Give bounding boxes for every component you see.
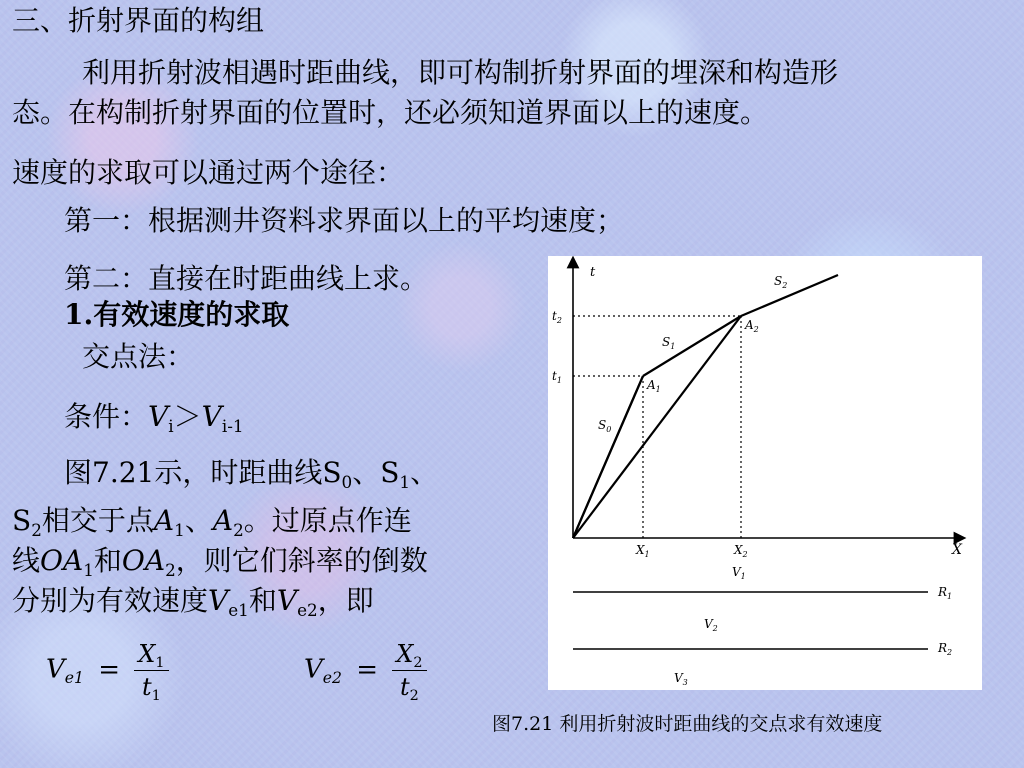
label-s2: $S_2$ (774, 274, 788, 290)
description-line-4: 分别为有效速度$V_{e1}$和$V_{e2}$，即 (12, 584, 374, 620)
condition-line (64, 400, 244, 434)
condition-v2: V (201, 400, 222, 433)
label-a1: $A_1$ (647, 378, 661, 394)
condition-label: 条件： (64, 400, 149, 433)
line-oa1 (573, 376, 643, 538)
fraction-x1-t1: $\frac{X_1}{t_1}$ (134, 640, 168, 701)
label-t2: $t_2$ (552, 309, 562, 325)
label-r2: $R_2$ (938, 641, 953, 657)
label-x-axis: X (952, 542, 962, 558)
description-line-2: $S_2$相交于点$A_1$、$A_2$。过原点作连 (12, 504, 412, 540)
fraction-x2-t2: $\frac{X_2}{t_2}$ (392, 640, 426, 701)
intro-line-2: 态。在构制折射界面的位置时，还必须知道界面以上的速度。 (12, 96, 769, 129)
condition-v: V (148, 400, 169, 433)
label-x1: $X_1$ (636, 543, 650, 559)
figure-time-distance (548, 256, 982, 690)
label-s0: $S_0$ (598, 418, 612, 434)
label-r1: $R_1$ (938, 585, 953, 601)
label-v3: $V_3$ (674, 671, 688, 687)
curve-s2 (741, 275, 838, 316)
label-t-axis: t (590, 265, 596, 280)
heading-text: .有效速度的求取 (83, 298, 290, 331)
label-a2: $A_2$ (745, 318, 759, 334)
section-heading (64, 298, 289, 332)
description-line-1: 图7.21示，时距曲线$S_0$、$S_1$、 (64, 456, 439, 492)
condition-gt: ＞ (173, 400, 202, 433)
method-one: 第一：根据测井资料求界面以上的平均速度； (64, 204, 625, 237)
description-line-3: 线$OA_1$和$OA_2$，则它们斜率的倒数 (12, 544, 428, 580)
condition-i-minus-1: i-1 (221, 415, 244, 436)
curve-s1 (643, 316, 741, 376)
label-t1: $t_1$ (552, 369, 562, 385)
figure-caption: 图7.21 利用折射波时距曲线的交点求有效速度 (492, 713, 883, 735)
formula-ve2: $V_{e2}$ = $\frac{X_2}{t_2}$ (304, 640, 427, 701)
label-x2: $X_2$ (734, 543, 748, 559)
label-s1: $S_1$ (662, 335, 676, 351)
label-v1: $V_1$ (732, 565, 746, 581)
time-distance-diagram (548, 256, 982, 690)
method-two: 第二：直接在时距曲线上求。 (64, 262, 429, 295)
methods-intro: 速度的求取可以通过两个途径： (12, 156, 405, 189)
condition-i: i (168, 415, 174, 436)
formula-ve1: $V_{e1}$ = $\frac{X_1}{t_1}$ (46, 640, 169, 701)
intro-line-1: 利用折射波相遇时距曲线，即可构制折射界面的埋深和构造形 (82, 56, 839, 89)
label-v2: $V_2$ (704, 617, 718, 633)
heading-number: 1 (64, 298, 84, 331)
section-title: 三、折射界面的构组 (12, 4, 265, 37)
subheading: 交点法： (82, 340, 195, 373)
